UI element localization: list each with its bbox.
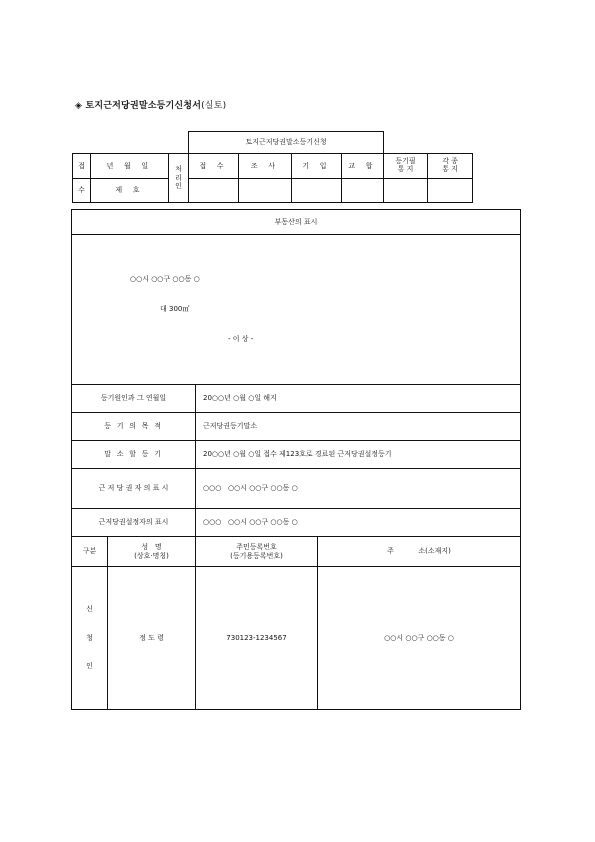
- field-value: 근저당권등기말소: [196, 413, 521, 441]
- field-value: ○○○ ○○시 ○○구 ○○동 ○: [196, 509, 521, 537]
- number-label: 제 호: [91, 179, 169, 203]
- property-area: 대 300㎡: [160, 305, 190, 313]
- cheori-char: 인: [175, 182, 182, 191]
- role-char: 인: [86, 662, 93, 671]
- main-form-table: [71, 209, 521, 710]
- cell-giip: [292, 179, 342, 203]
- field-value: 20○○년 ○월 ○일 해지: [196, 385, 521, 413]
- applicant-address: ○○시 ○○구 ○○동 ○: [318, 567, 521, 710]
- field-label: 근 저 당 권 자 의 표 시: [72, 469, 196, 509]
- col-deunggipil: 등기필 통 지: [384, 154, 428, 179]
- col-address: 주 소(소재지): [318, 537, 521, 567]
- col-giip: 기 입: [292, 154, 342, 179]
- property-address: ○○시 ○○구 ○○동 ○: [130, 275, 200, 283]
- date-label: 년 월 일: [91, 154, 169, 179]
- col-josa: 조 사: [239, 154, 292, 179]
- cheori-char: 리: [175, 173, 182, 182]
- property-header: 부동산의 표시: [72, 210, 521, 235]
- col-name: [108, 537, 196, 567]
- cheori-char: 처: [175, 165, 182, 174]
- col-jeopsu: 접 수: [189, 154, 239, 179]
- jeop-label: 접: [73, 154, 91, 179]
- application-header: 토지근저당권말소등기신청: [189, 132, 384, 154]
- col-id-sub: (등기용등록번호): [230, 551, 283, 560]
- cell-gyohap: [342, 179, 384, 203]
- field-label: 말 소 할 등 기: [72, 441, 196, 469]
- applicant-role: [72, 567, 108, 710]
- field-label: 등기원인과 그 연월일: [72, 385, 196, 413]
- role-char: 청: [86, 633, 93, 642]
- su-label: 수: [73, 179, 91, 203]
- field-label: 근저당권설정자의 표시: [72, 509, 196, 537]
- title-suffix: (실토): [201, 101, 227, 111]
- title-text: 토지근저당권말소등기신청서: [85, 101, 202, 111]
- col-gyohap: 교 합: [342, 154, 384, 179]
- property-body: [72, 235, 521, 385]
- col-name-sub: (상호·명칭): [134, 551, 169, 560]
- property-end-mark: - 이 상 -: [228, 335, 254, 343]
- role-char: 신: [86, 605, 93, 614]
- document-title: [75, 98, 226, 111]
- col-gubun: 구분: [72, 537, 108, 567]
- col-name-main: 성 명: [141, 543, 162, 552]
- field-label: 등 기 의 목 적: [72, 413, 196, 441]
- cell-gakjong: [428, 179, 473, 203]
- field-value: 20○○년 ○월 ○일 접수 제123호로 경료된 근저당권설정등기: [196, 441, 521, 469]
- field-value: ○○○ ○○시 ○○구 ○○동 ○: [196, 469, 521, 509]
- diamond-bullet-icon: ◈: [75, 101, 83, 111]
- applicant-id: 730123-1234567: [196, 567, 318, 710]
- cell-jeopsu: [189, 179, 239, 203]
- col-id-main: 주민등록번호: [236, 543, 277, 552]
- applicant-name: 정 도 령: [108, 567, 196, 710]
- col-id: [196, 537, 318, 567]
- col-gakjong: 각 종 통 지: [428, 154, 473, 179]
- receipt-table: [72, 131, 473, 203]
- cell-deunggipil: [384, 179, 428, 203]
- cell-josa: [239, 179, 292, 203]
- cheori-label: [169, 154, 189, 203]
